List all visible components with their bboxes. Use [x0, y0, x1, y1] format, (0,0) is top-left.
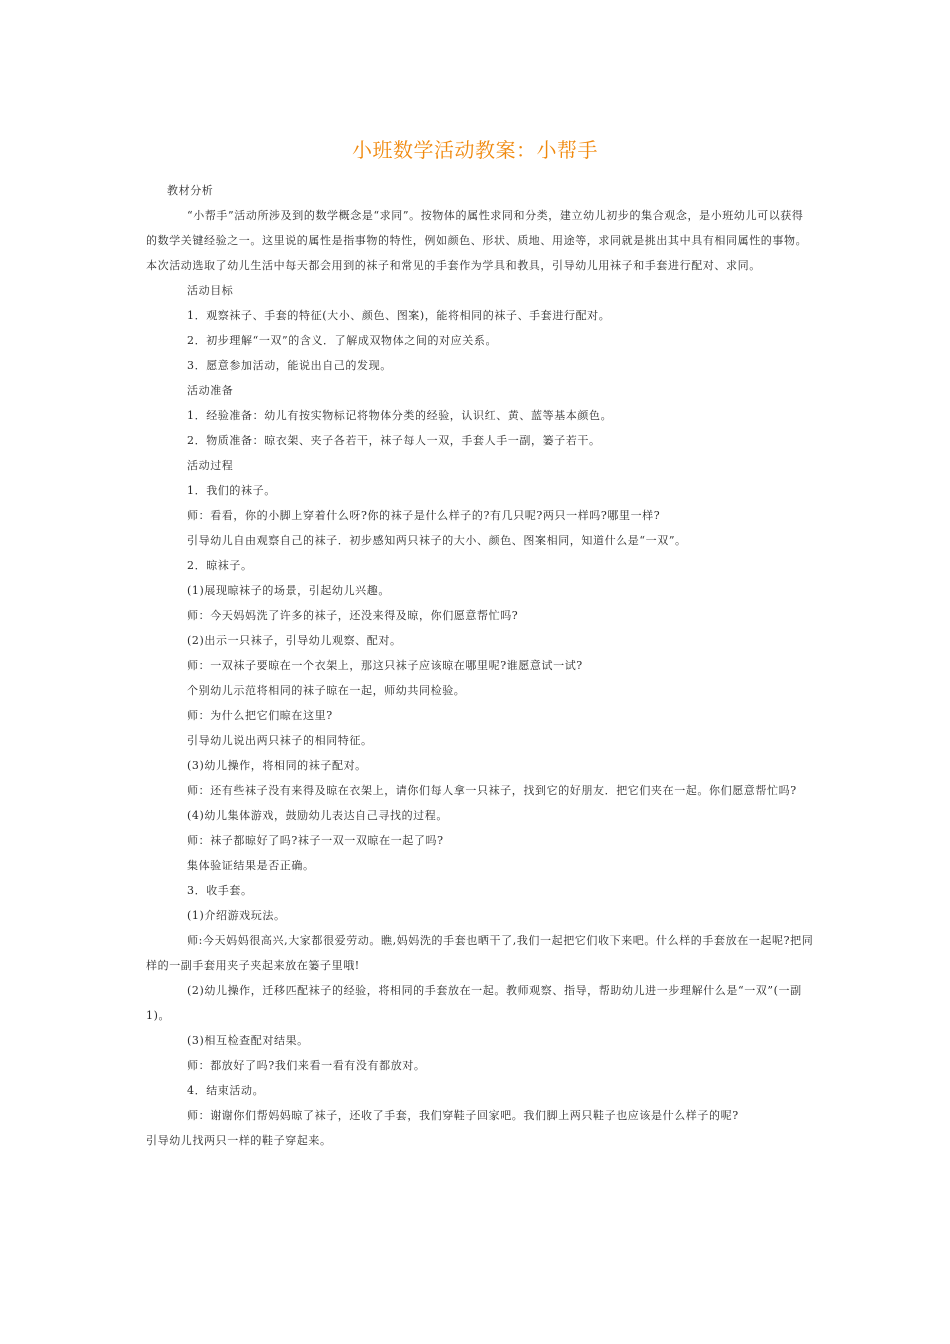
process-line: 师：为什么把它们晾在这里?	[187, 709, 333, 722]
process-line: 引导幼儿说出两只袜子的相同特征。	[187, 734, 373, 747]
process-line: (3)相互检查配对结果。	[187, 1034, 309, 1047]
process-line: (3)幼儿操作，将相同的袜子配对。	[187, 759, 367, 772]
process-line: 3．收手套。	[187, 884, 253, 897]
process-line: (1)展现晾袜子的场景，引起幼儿兴趣。	[187, 584, 390, 597]
process-line: 师：都放好了吗?我们来看一看有没有都放对。	[187, 1059, 426, 1072]
prep-item: 1．经验准备：幼儿有按实物标记将物体分类的经验，认识红、黄、蓝等基本颜色。	[187, 409, 613, 422]
process-line: 引导幼儿自由观察自己的袜子．初步感知两只袜子的大小、颜色、图案相同，知道什么是“一双”。	[187, 534, 687, 547]
process-line: (2)出示一只袜子，引导幼儿观察、配对。	[187, 634, 402, 647]
process-line: 1．我们的袜子。	[187, 484, 276, 497]
goal-item: 2．初步理解“一双”的含义．了解成双物体之间的对应关系。	[187, 334, 498, 347]
process-line: 师：袜子都晾好了吗?袜子一双一双晾在一起了吗?	[187, 834, 444, 847]
goal-item: 3．愿意参加活动，能说出自己的发现。	[187, 359, 392, 372]
process-line: 师：今天妈妈洗了许多的袜子，还没来得及晾，你们愿意帮忙吗?	[187, 609, 519, 622]
document-title: 小班数学活动教案：小帮手	[352, 138, 598, 162]
process-line: 师：一双袜子要晾在一个衣架上，那这只袜子应该晾在哪里呢?谁愿意试一试?	[187, 659, 583, 672]
closing-teacher-line: 师：谢谢你们帮妈妈晾了袜子，还收了手套，我们穿鞋子回家吧。我们脚上两只鞋子也应该是什么样子的呢?	[187, 1109, 739, 1122]
process-line: 4．结束活动。	[187, 1084, 265, 1097]
process-line: (4)幼儿集体游戏，鼓励幼儿表达自己寻找的过程。	[187, 809, 448, 822]
prep-item: 2．物质准备：晾衣架、夹子各若干，袜子每人一双，手套人手一副，篓子若干。	[187, 434, 601, 447]
closing-guide-line: 引导幼儿找两只一样的鞋子穿起来。	[146, 1134, 332, 1147]
goal-item: 1．观察袜子、手套的特征(大小、颜色、图案)，能将相同的袜子、手套进行配对。	[187, 309, 611, 322]
process-line: 师：还有些袜子没有来得及晾在衣架上，请你们每人拿一只袜子，找到它的好朋友．把它们夹在一起。你们愿意帮忙吗?	[187, 784, 797, 797]
analysis-paragraph: “小帮手”活动所涉及到的数学概念是“求同”。按物体的属性求同和分类，建立幼儿初步的集合观念，是小班幼儿可以获得的数学关键经验之一。这里说的属性是指事物的特性，例如颜色、形状、质地、用途等，求同就是挑出其中具有相同属性的事物。本次活动选取了幼儿生活中每天都会用到的袜子和常见的手套作为学具和教具，引导幼儿用袜子和手套进行配对、求同。	[146, 209, 808, 272]
process-line: 2．晾袜子。	[187, 559, 253, 572]
section-heading-process: 活动过程	[187, 459, 234, 472]
process-line: (1)介绍游戏玩法。	[187, 909, 286, 922]
section-heading-prep: 活动准备	[187, 384, 234, 397]
document-body	[146, 178, 814, 1153]
gloves-intro-paragraph: 师:今天妈妈很高兴,大家都很爱劳动。瞧,妈妈洗的手套也晒干了,我们一起把它们收下来吧。什么样的手套放在一起呢?把同样的一副手套用夹子夹起来放在篓子里哦!	[146, 934, 814, 972]
process-line: 个别幼儿示范将相同的袜子晾在一起，师幼共同检验。	[187, 684, 466, 697]
section-heading-goals: 活动目标	[187, 284, 234, 297]
process-line: 集体验证结果是否正确。	[187, 859, 315, 872]
process-line: 师：看看，你的小脚上穿着什么呀?你的袜子是什么样子的?有几只呢?两只一样吗?哪里一样?	[187, 509, 661, 522]
section-heading-analysis: 教材分析	[167, 184, 214, 197]
gloves-operation-paragraph: (2)幼儿操作，迁移匹配袜子的经验，将相同的手套放在一起。教师观察、指导，帮助幼儿进一步理解什么是“一双”(一副1)。	[146, 984, 802, 1022]
